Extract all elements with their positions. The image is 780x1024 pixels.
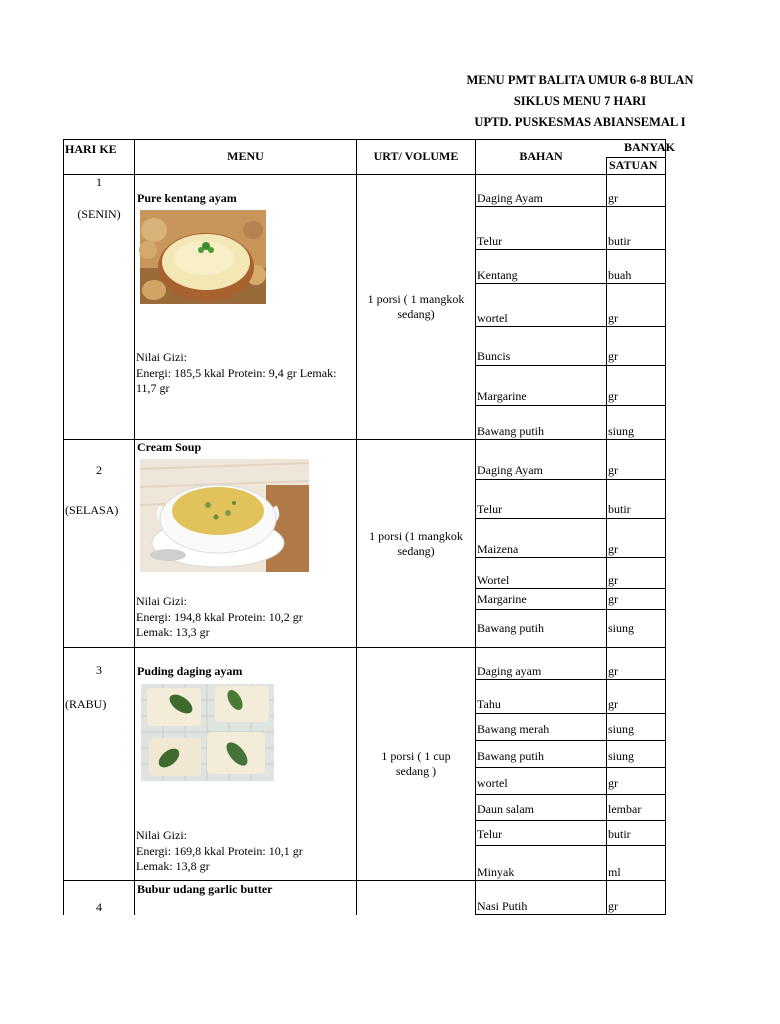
ingredient-unit: gr [608, 664, 618, 678]
ingredient-name: Bawang putih [477, 621, 544, 635]
ingredient-name: Margarine [477, 389, 527, 403]
ingredient-name: Bawang merah [477, 722, 550, 736]
menu-title: Cream Soup [137, 440, 202, 454]
nutrition-label: Nilai Gizi: [136, 828, 187, 842]
ingredient-name: Telur [477, 827, 503, 841]
nutrition-label: Nilai Gizi: [136, 594, 187, 608]
ingredient-unit: ml [608, 865, 621, 879]
ingredient-unit: gr [608, 697, 618, 711]
portion-volume: 1 porsi (1 mangkok sedang) [369, 529, 463, 558]
col-header-bahan: BAHAN [519, 149, 563, 163]
ingredient-name: wortel [477, 311, 508, 325]
food-photo-cream-soup [140, 459, 309, 572]
ingredient-unit: siung [608, 749, 635, 763]
menu-title: Bubur udang garlic butter [137, 882, 273, 896]
col-header-hari: HARI KE [65, 142, 117, 156]
day-number: 4 [96, 900, 102, 914]
ingredient-unit: lembar [608, 802, 642, 816]
document-heading [380, 70, 780, 133]
ingredient-name: Daun salam [477, 802, 534, 816]
portion-volume: 1 porsi ( 1 cup sedang ) [381, 749, 451, 778]
ingredient-unit: gr [608, 389, 618, 403]
ingredient-unit: gr [608, 349, 618, 363]
ingredient-name: Maizena [477, 542, 519, 556]
ingredient-unit: gr [608, 542, 618, 556]
ingredient-name: Daging Ayam [477, 463, 543, 477]
nutrition-values: Energi: 194,8 kkal Protein: 10,2 gr Lemak: 13,3 gr [136, 610, 303, 639]
ingredient-unit: siung [608, 424, 635, 438]
ingredient-unit: gr [608, 191, 618, 205]
ingredient-name: Telur [477, 502, 503, 516]
heading-institution: UPTD. PUSKESMAS ABIANSEMAL I [474, 115, 686, 129]
ingredient-unit: gr [608, 463, 618, 477]
ingredient-unit: butir [608, 234, 631, 248]
ingredient-unit: siung [608, 621, 635, 635]
ingredient-unit: gr [608, 592, 618, 606]
nutrition-values: Energi: 185,5 kkal Protein: 9,4 gr Lemak: 11,7 gr [136, 366, 337, 395]
col-header-menu: MENU [227, 149, 264, 163]
menu-title: Puding daging ayam [137, 664, 243, 678]
ingredient-name: Buncis [477, 349, 511, 363]
ingredient-unit: butir [608, 827, 631, 841]
ingredient-name: Tahu [477, 697, 501, 711]
ingredient-name: Daging Ayam [477, 191, 543, 205]
ingredient-unit: gr [608, 311, 618, 325]
ingredient-unit: butir [608, 502, 631, 516]
day-name: (SENIN) [77, 207, 121, 221]
day-name: (SELASA) [65, 503, 119, 517]
nutrition-label: Nilai Gizi: [136, 350, 187, 364]
menu-title: Pure kentang ayam [137, 191, 237, 205]
food-photo-puding-ayam [141, 684, 274, 781]
ingredient-name: Nasi Putih [477, 899, 528, 913]
ingredient-name: Kentang [477, 268, 518, 282]
day-number: 3 [96, 663, 102, 677]
heading-cycle: SIKLUS MENU 7 HARI [513, 94, 647, 108]
ingredient-unit: buah [608, 268, 632, 282]
portion-volume: 1 porsi ( 1 mangkok sedang) [367, 292, 465, 321]
col-header-banyak-clip [607, 140, 675, 157]
food-photo-pure-kentang [140, 210, 266, 304]
ingredient-unit: gr [608, 776, 618, 790]
ingredient-name: Bawang putih [477, 749, 544, 763]
col-header-satuan: SATUAN [609, 158, 658, 172]
ingredient-name: Bawang putih [477, 424, 544, 438]
ingredient-unit: gr [608, 573, 618, 587]
col-header-banyak: BANYAK [624, 140, 675, 154]
heading-title: MENU PMT BALITA UMUR 6-8 BULAN [466, 73, 694, 87]
col-header-urt: URT/ VOLUME [373, 149, 459, 163]
ingredient-name: Wortel [477, 573, 510, 587]
ingredient-name: Margarine [477, 592, 527, 606]
ingredient-name: Minyak [477, 865, 515, 879]
day-number: 1 [96, 175, 102, 189]
day-number: 2 [96, 463, 102, 477]
ingredient-name: Telur [477, 234, 503, 248]
ingredient-unit: gr [608, 899, 618, 913]
nutrition-values: Energi: 169,8 kkal Protein: 10,1 gr Lemak: 13,8 gr [136, 844, 303, 873]
day-name: (RABU) [65, 697, 107, 711]
ingredient-unit: siung [608, 722, 635, 736]
ingredient-name: Daging ayam [477, 664, 542, 678]
ingredient-name: wortel [477, 776, 508, 790]
